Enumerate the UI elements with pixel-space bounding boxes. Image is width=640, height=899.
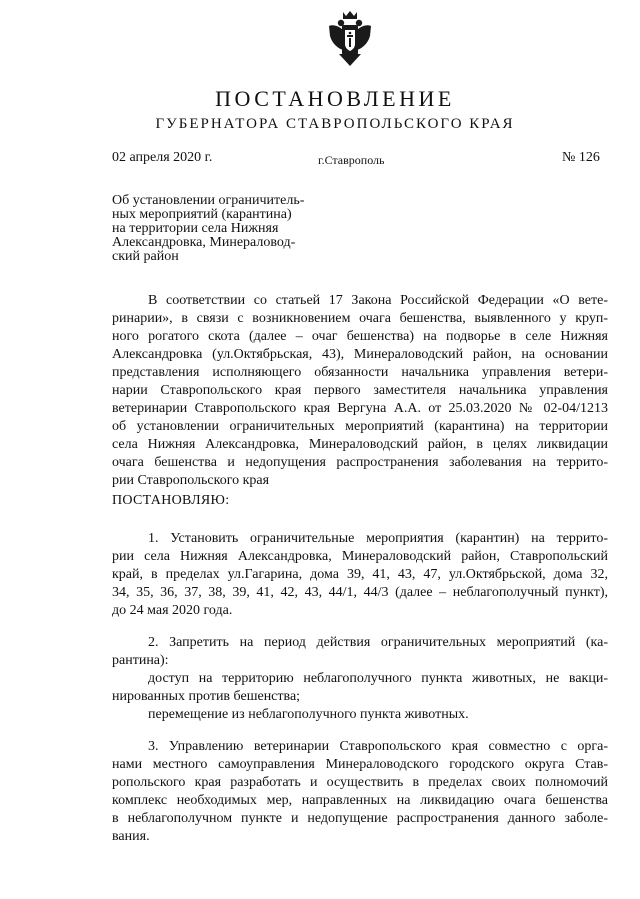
text-line: нами местного самоуправления Минераловодского городского округа Став-: [112, 757, 608, 772]
text-line: рии села Нижняя Александровка, Минераловодский район, Ставропольский: [112, 549, 608, 564]
text-line: об установлении ограничительных мероприятий (карантина) на территории: [112, 419, 608, 434]
text-line: до 24 мая 2020 года.: [112, 603, 233, 618]
text-line: рантина):: [112, 653, 169, 668]
text-line: представления исполняющего обязанности начальника управления ветери-: [112, 365, 608, 380]
text-line: в неблагополучном пункте и недопущение распространения данного заболе-: [112, 811, 608, 826]
text-line: вания.: [112, 829, 150, 844]
item-2-paragraph: [112, 634, 608, 724]
coat-of-arms-icon: [327, 10, 373, 68]
text-line: ропольского края разработать и осуществить в пределах своих полномочий: [112, 775, 608, 790]
subject-line: ных мероприятий (карантина): [112, 207, 292, 222]
text-line: 1. Установить ограничительные мероприятия (карантин) на террито-: [148, 531, 608, 546]
document-title: ПОСТАНОВЛЕНИЕ: [215, 86, 455, 111]
text-line: ного рогатого скота (далее – очаг бешенства) на подворье в селе Нижняя: [112, 329, 608, 344]
text-line: ветеринарии Ставропольского края Вергуна А.А. от 25.03.2020 № 02-04/1213: [112, 401, 608, 416]
text-line: ринарии», в связи с возникновением очага бешенства, выявленного у круп-: [112, 311, 608, 326]
preamble-paragraph: [112, 292, 608, 490]
document-date: 02 апреля 2020 г.: [112, 150, 213, 165]
subject-line: ский район: [112, 249, 179, 264]
text-line: край, в пределах ул.Гагарина, дома 39, 41, 43, 47, ул.Октябрьской, дома 32,: [112, 567, 608, 582]
document-subtitle: ГУБЕРНАТОРА СТАВРОПОЛЬСКОГО КРАЯ: [155, 116, 515, 132]
item-3-paragraph: [112, 738, 608, 846]
document-city: г.Ставрополь: [318, 153, 385, 167]
text-line: нарии Ставропольского края первого заместителя начальника управления: [112, 383, 608, 398]
subject-line: на территории села Нижняя: [112, 221, 279, 236]
document-subject: [112, 194, 342, 264]
text-line: нированных против бешенства;: [112, 689, 301, 704]
text-line: доступ на территорию неблагополучного пункта животных, не вакци-: [148, 671, 608, 686]
text-line: 2. Запретить на период действия ограничительных мероприятий (ка-: [148, 635, 608, 650]
text-line: В соответствии со статьей 17 Закона Российской Федерации «О вете-: [148, 293, 608, 308]
text-line: комплекс необходимых мер, направленных на ликвидацию очага бешенства: [112, 793, 608, 808]
text-line: очага бешенства и недопущения распространения заболевания на террито-: [112, 455, 608, 470]
item-1-paragraph: [112, 530, 608, 620]
document-number: № 126: [562, 150, 600, 165]
text-line: села Нижняя Александровка, Минераловодский район, в целях ликвидации: [112, 437, 608, 452]
text-line: 3. Управлению ветеринарии Ставропольского края совместно с орга-: [148, 739, 608, 754]
subject-line: Об установлении ограничитель-: [112, 193, 305, 208]
text-line: рии Ставропольского края: [112, 473, 270, 488]
text-line: 34, 35, 36, 37, 38, 39, 41, 42, 43, 44/1, 44/3 (далее – неблагополучный пункт),: [112, 585, 608, 600]
resolve-heading: ПОСТАНОВЛЯЮ:: [112, 493, 230, 508]
subject-line: Александровка, Минераловод-: [112, 235, 296, 250]
text-line: перемещение из неблагополучного пункта животных.: [148, 707, 469, 722]
text-line: Александровка (ул.Октябрьская, 43), Минераловодский район, на основании: [112, 347, 608, 362]
